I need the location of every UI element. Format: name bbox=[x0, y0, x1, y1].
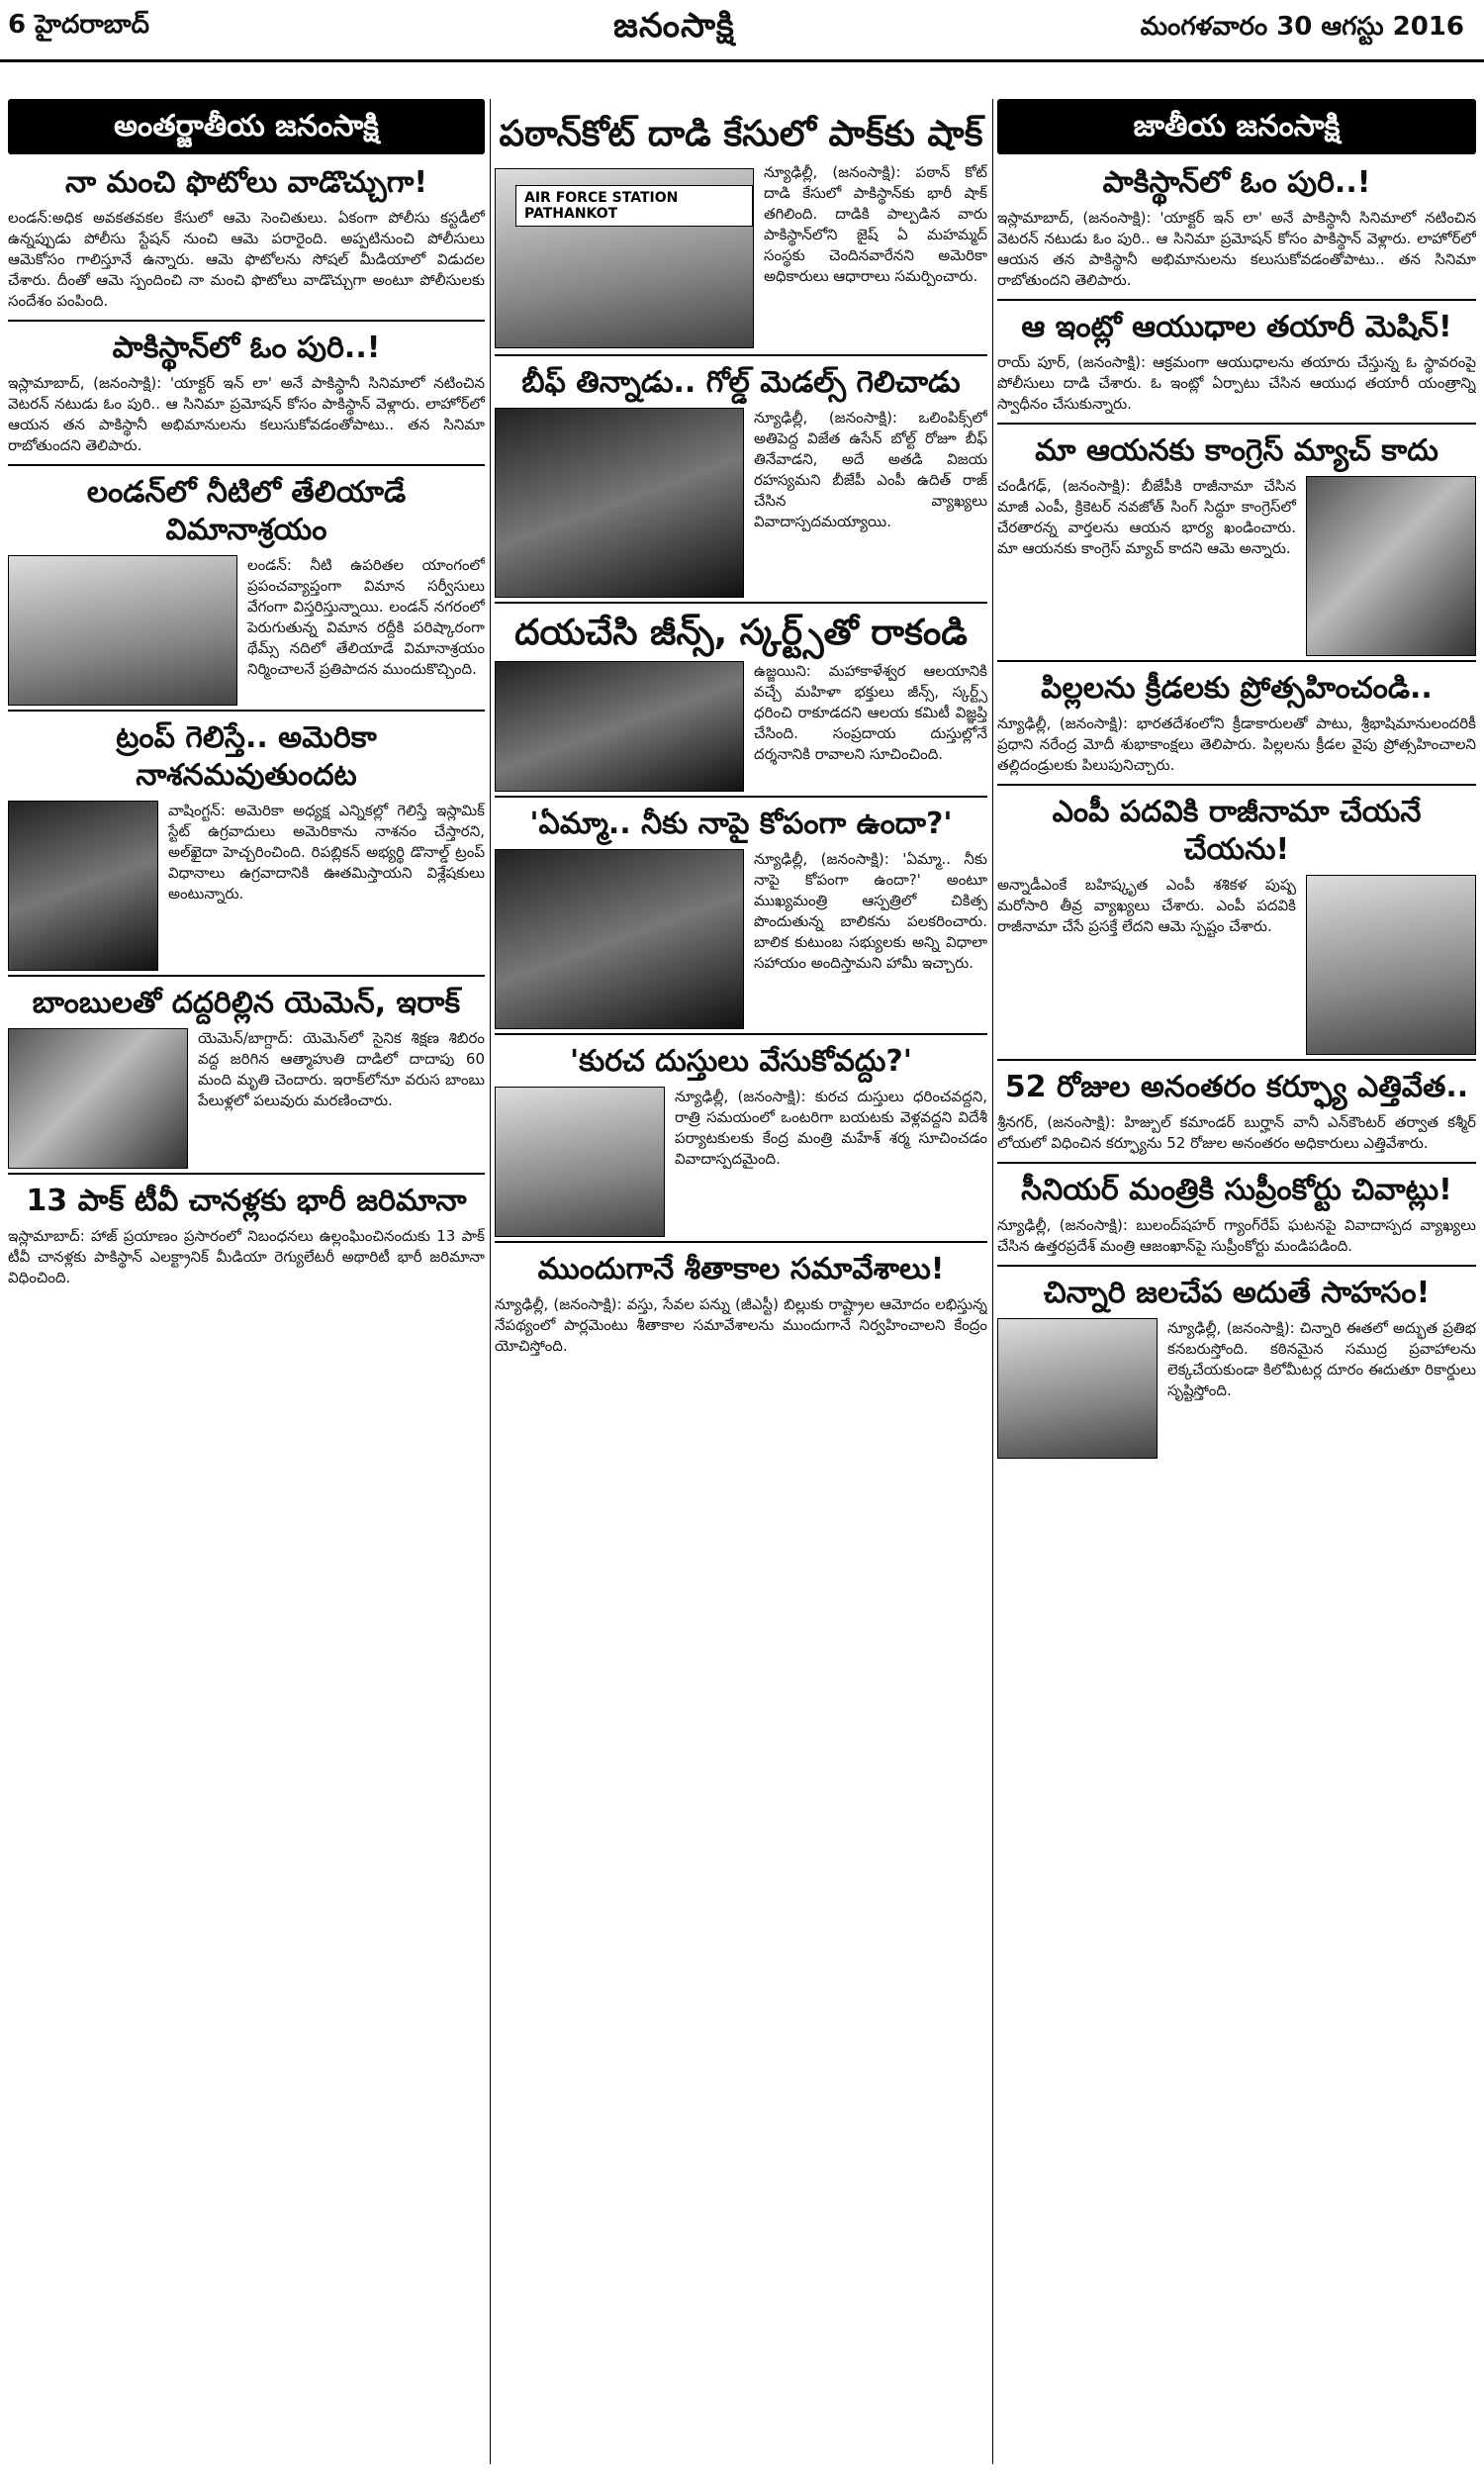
article-body: శ్రీనగర్‌, (జనంసాక్షి): హిజ్బుల్‌ కమాండర్‌ బుర్హాన్‌ వానీ ఎన్‌కౌంటర్‌ తర్వాత కశ్మీర్‌ లోయలో విధించిన కర్ఫ్యూను 52 రోజుల అనంతరం అధికారులు ఎత్తివేశారు. bbox=[997, 1113, 1476, 1152]
divider bbox=[997, 1265, 1476, 1267]
headline: 'కురచ దుస్తులు వేసుకోవద్దు?' bbox=[569, 1044, 912, 1079]
divider bbox=[495, 796, 987, 798]
divider bbox=[495, 354, 987, 356]
mahesh-sharma-photo bbox=[495, 1087, 665, 1237]
article-body: అన్నాడీఎంకే బహిష్కృత ఎంపీ శశికళ పుష్ప మరోసారి తీవ్ర వ్యాఖ్యలు చేశారు. ఎంపీ పదవికి రాజీనామా చేసే ప్రసక్తే లేదని ఆమె స్పష్టం చేశారు. bbox=[997, 876, 1296, 935]
article-body: వాషింగ్టన్‌: అమెరికా అధ్యక్ష ఎన్నికల్లో గెలిస్తే ఇస్లామిక్‌ స్టేట్‌ ఉగ్రవాదులు అమెరికాను నాశనం చేస్తారని, అల్‌ఖైదా హెచ్చరించింది. రిపబ్లికన్‌ అభ్యర్థి డొనాల్డ్‌ ట్రంప్‌ విధానాలు ఉగ్రవాదానికి ఊతమిస్తాయని విశ్లేషకులు అంటున్నారు. bbox=[168, 802, 485, 903]
section-header-international: అంతర్జాతీయ జనంసాక్షి bbox=[8, 99, 485, 154]
page-label: 6 హైదరాబాద్‌ bbox=[8, 10, 149, 40]
divider bbox=[997, 1059, 1476, 1061]
swimmer-photo bbox=[997, 1318, 1158, 1459]
divider bbox=[8, 1173, 485, 1175]
article-body: న్యూఢిల్లీ, (జనంసాక్షి): చిన్నారి ఈతలో అద్భుత ప్రతిభ కనబరుస్తోంది. కఠినమైన సముద్ర ప్రవాహాలను లెక్కచేయకుండా కిలోమీటర్ల దూరం ఈదుతూ రికార్డులు సృష్టిస్తోంది. bbox=[1167, 1319, 1476, 1399]
newspaper-logo: జనంసాక్షి bbox=[613, 6, 735, 46]
divider bbox=[495, 1033, 987, 1035]
issue-date: మంగళవారం 30 ఆగస్టు 2016 bbox=[1140, 12, 1464, 42]
headline: చిన్నారి జలచేప అదుతే సాహసం! bbox=[1043, 1276, 1431, 1310]
headline: బీఫ్‌ తిన్నాడు.. గోల్డ్‌ మెడల్స్‌ గెలిచాడు bbox=[521, 365, 961, 400]
column-international bbox=[8, 158, 485, 2464]
divider bbox=[495, 602, 987, 604]
masthead bbox=[0, 0, 1484, 62]
headline: ఆ ఇంట్లో ఆయుధాల తయారీ మెషిన్‌! bbox=[1021, 310, 1452, 344]
divider bbox=[997, 1162, 1476, 1164]
article-body: న్యూఢిల్లీ, (జనంసాక్షి): భారతదేశంలోని క్రీడాకారులతో పాటు, శ్రీభాషిమానులందరికీ ప్రధాని నరేంద్ర మోదీ శుభాకాంక్షలు తెలిపారు. పిల్లలను క్రీడల వైపు ప్రోత్సహించాలని తల్లిదండ్రులకు పిలుపునిచ్చారు. bbox=[997, 714, 1476, 774]
hospital-photo bbox=[495, 849, 744, 1029]
headline: పాకిస్థాన్‌లో ఓం పురి..! bbox=[112, 331, 381, 365]
bomb-blast-photo bbox=[8, 1028, 188, 1169]
headline: పిల్లలను క్రీడలకు ప్రోత్సహించండి.. bbox=[1041, 671, 1433, 706]
headline: ఎంపీ పదవికి రాజీనామా చేయనే చేయను! bbox=[1052, 795, 1422, 867]
floating-airport-photo bbox=[8, 555, 237, 706]
headline: దయచేసి జీన్స్‌, స్కర్ట్స్‌తో రాకండి bbox=[514, 613, 968, 653]
trump-photo bbox=[8, 801, 158, 971]
divider bbox=[997, 299, 1476, 301]
headline: బాంబులతో దద్దరిల్లిన యెమెన్‌, ఇరాక్‌ bbox=[32, 986, 461, 1020]
article-body: రాయ్‌ పూర్‌, (జనంసాక్షి): ఆక్రమంగా ఆయుధాలను తయారు చేస్తున్న ఓ స్థావరంపై పోలీసులు దాడి చేశారు. ఓ ఇంట్లో ఏర్పాటు చేసిన ఆయుధ తయారీ యంత్రాన్ని స్వాధీనం చేసుకున్నారు. bbox=[997, 353, 1476, 413]
headline: ముందుగానే శీతాకాల సమావేశాలు! bbox=[537, 1252, 945, 1286]
article-body: న్యూఢిల్లీ, (జనంసాక్షి): 'ఏమ్మా.. నీకు నాపై కోపంగా ఉందా?' అంటూ ముఖ్యమంత్రి ఆస్పత్రిలో చికిత్స పొందుతున్న బాలికను పలకరించారు. బాలిక కుటుంబ సభ్యులకు అన్ని విధాలా సహాయం అందిస్తామని హామీ ఇచ్చారు. bbox=[754, 850, 987, 972]
column-rule bbox=[490, 99, 491, 2464]
article-body: ఇస్లామాబాద్‌: హాజ్‌ ప్రయాణం ప్రసారంలో నిబంధనలు ఉల్లంఘించినందుకు 13 పాక్‌ టీవీ చానళ్లకు పాకిస్థాన్‌ ఎలక్ట్రానిక్‌ మీడియా రెగ్యులేటరీ అథారిటీ భారీ జరిమానా విధించింది. bbox=[8, 1227, 485, 1286]
article-body: ఇస్లామాబాద్‌, (జనంసాక్షి): 'యాక్టర్‌ ఇన్‌ లా' అనే పాకిస్థానీ సినిమాలో నటించిన వెటరన్‌ నటుడు ఓం పురి.. ఆ సినిమా ప్రమోషన్‌ కోసం పాకిస్థాన్‌ వెళ్లారు. లాహోర్‌లో ఆయన తన పాకిస్థానీ అభిమానులను కలుసుకోవడంతోపాటు.. తన సినిమా రాబోతుందని తెలిపారు. bbox=[997, 209, 1476, 289]
divider bbox=[997, 784, 1476, 786]
article-body: న్యూఢిల్లీ, (జనంసాక్షి): కురచ దుస్తులు ధరించవద్దని, రాత్రి సమయంలో ఒంటరిగా బయటకు వెళ్లవద్దని విదేశీ పర్యాటకులకు కేంద్ర మంత్రి మహేశ్‌ శర్మ సూచించడం వివాదాస్పదమైంది. bbox=[675, 1088, 987, 1168]
article-body: న్యూఢిల్లీ, (జనంసాక్షి): పఠాన్‌ కోట్‌ దాడి కేసులో పాకిస్థాన్‌కు భారీ షాక్‌ తగిలింది. దాడికి పాల్పడిన వారు పాకిస్థాన్‌లోని జైష్‌ ఏ మహమ్మద్‌ సంస్థకు చెందినవారేనని అమెరికా అధికారులు ఆధారాలు సమర్పించారు. bbox=[764, 163, 987, 285]
article-body: ఉజ్జయిని: మహాకాళేశ్వర ఆలయానికి వచ్చే మహిళా భక్తులు జీన్స్‌, స్కర్ట్స్‌ ధరించి రాకూడదని ఆలయ కమిటీ విజ్ఞప్తి చేసింది. సంప్రదాయ దుస్తుల్లోనే దర్శనానికి రావాలని సూచించింది. bbox=[754, 662, 987, 763]
headline: 13 పాక్‌ టీవీ చానళ్లకు భారీ జరిమానా bbox=[26, 1184, 467, 1218]
headline: సీనియర్‌ మంత్రికి సుప్రీంకోర్టు చివాట్లు! bbox=[1021, 1173, 1452, 1207]
sidhu-photo bbox=[1306, 476, 1476, 656]
column-rule bbox=[992, 99, 993, 2464]
article-body: లండన్‌:అధిక అవకతవకల కేసులో ఆమె సెంచితులు. ఏకంగా పోలీసు కస్టడీలో ఉన్నప్పుడు పోలీసు స్టేషన్‌ నుంచి ఆమె పరారైంది. అప్పటినుంచి పోలీసులు ఆమెకోసం గాలిస్తూనే ఉన్నారు. ఆమె ఫొటోలను సోషల్‌ మీడియాలో విడుదల చేశారు. దీంతో ఆమె స్పందించి నా మంచి ఫొటోలు వాడొచ్చుగా అంటూ పోలీసులకు సందేశం పంపింది. bbox=[8, 209, 485, 310]
divider bbox=[8, 320, 485, 322]
divider bbox=[8, 464, 485, 466]
pathankot-photo bbox=[495, 168, 754, 348]
photo-sign: AIR FORCE STATION PATHANKOT bbox=[515, 185, 753, 227]
divider bbox=[997, 660, 1476, 662]
headline: నా మంచి ఫొటోలు వాడొచ్చుగా! bbox=[64, 165, 428, 200]
lead-headline: పఠాన్‌కోట్‌ దాడి కేసులో పాక్‌కు షాక్‌ bbox=[499, 114, 983, 154]
bolt-udit-photo bbox=[495, 408, 744, 598]
divider bbox=[8, 975, 485, 977]
divider bbox=[495, 1241, 987, 1243]
column-national bbox=[997, 158, 1476, 2464]
sasikala-pushpa-photo bbox=[1306, 875, 1476, 1055]
article-body: లండన్‌: నీటి ఉపరితల యాంగంలో ప్రపంచవ్యాప్తంగా విమాన సర్వీసులు వేగంగా విస్తరిస్తున్నాయి. లండన్‌ నగరంలో పెరుగుతున్న విమాన రద్దీకి పరిష్కారంగా థేమ్స్‌ నదిలో తేలియాడే విమానాశ్రయం నిర్మించాలనే ప్రతిపాదన ముందుకొచ్చింది. bbox=[247, 556, 485, 678]
headline: మా ఆయనకు కాంగ్రెస్‌ మ్యాచ్‌ కాదు bbox=[1035, 433, 1438, 468]
article-body: ఇస్లామాబాద్‌, (జనంసాక్షి): 'యాక్టర్‌ ఇన్‌ లా' అనే పాకిస్థానీ సినిమాలో నటించిన వెటరన్‌ నటుడు ఓం పురి.. ఆ సినిమా ప్రమోషన్‌ కోసం పాకిస్థాన్‌ వెళ్లారు. లాహోర్‌లో ఆయన తన పాకిస్థానీ అభిమానులను కలుసుకోవడంతోపాటు.. తన సినిమా రాబోతుందని తెలిపారు. bbox=[8, 374, 485, 454]
article-body: న్యూఢిల్లీ, (జనంసాక్షి): వస్తు, సేవల పన్ను (జీఎస్టీ) బిల్లుకు రాష్ట్రాల ఆమోదం లభిస్తున్న నేపథ్యంలో పార్లమెంటు శీతాకాల సమావేశాలను ముందుగానే నిర్వహించాలని కేంద్రం యోచిస్తోంది. bbox=[495, 1295, 987, 1355]
article-body: చండీగఢ్‌, (జనంసాక్షి): బీజేపీకి రాజీనామా చేసిన మాజీ ఎంపీ, క్రికెటర్‌ నవజోత్‌ సింగ్‌ సిద్ధూ కాంగ్రెస్‌లో చేరతారన్న వార్తలను ఆయన భార్య ఖండించారు. మా ఆయనకు కాంగ్రెస్‌ మ్యాచ్‌ కాదని ఆమె అన్నారు. bbox=[997, 477, 1296, 557]
women-jeans-photo bbox=[495, 661, 744, 792]
headline: 'ఏమ్మా.. నీకు నాపై కోపంగా ఉందా?' bbox=[529, 807, 953, 841]
headline: పాకిస్థాన్‌లో ఓం పురి..! bbox=[1102, 165, 1371, 200]
section-header-national: జాతీయ జనంసాక్షి bbox=[997, 99, 1476, 154]
headline: లండన్‌లో నీటిలో తేలియాడే విమానాశ్రయం bbox=[86, 475, 407, 547]
article-body: న్యూఢిల్లీ, (జనంసాక్షి): ఒలింపిక్స్‌లో అతిపెద్ద విజేత ఉసేన్‌ బోల్ట్‌ రోజూ బీఫ్‌ తినేవాడని, అదే అతడి విజయ రహస్యమని బీజేపీ ఎంపీ ఉదిత్‌ రాజ్‌ చేసిన వ్యాఖ్యలు వివాదాస్పదమయ్యాయి. bbox=[754, 409, 987, 530]
divider bbox=[8, 710, 485, 712]
column-center bbox=[495, 107, 987, 2464]
headline: 52 రోజుల అనంతరం కర్ఫ్యూ ఎత్తివేత.. bbox=[1004, 1070, 1469, 1104]
article-body: న్యూఢిల్లీ, (జనంసాక్షి): బులంద్‌షహర్‌ గ్యాంగ్‌రేప్‌ ఘటనపై వివాదాస్పద వ్యాఖ్యలు చేసిన ఉత్తరప్రదేశ్‌ మంత్రి ఆజంఖాన్‌పై సుప్రీంకోర్టు మండిపడింది. bbox=[997, 1216, 1476, 1255]
headline: ట్రంప్‌ గెలిస్తే.. అమెరికా నాశనమవుతుందట bbox=[116, 720, 377, 793]
article-body: యెమెన్‌/బాగ్దాద్‌: యెమెన్‌లో సైనిక శిక్షణ శిబిరం వద్ద జరిగిన ఆత్మాహుతి దాడిలో దాదాపు 60 మంది మృతి చెందారు. ఇరాక్‌లోనూ వరుస బాంబు పేలుళ్లలో పలువురు మరణించారు. bbox=[198, 1029, 485, 1109]
divider bbox=[997, 423, 1476, 425]
